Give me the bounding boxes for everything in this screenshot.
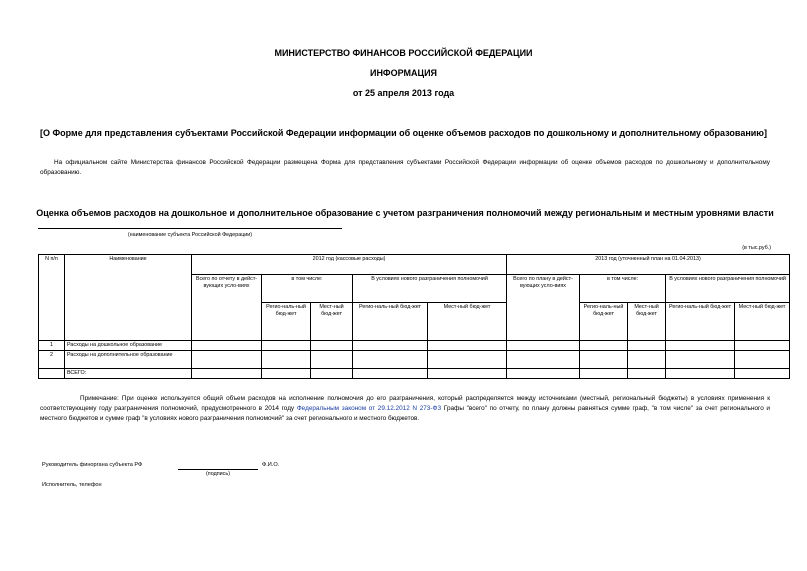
table-cell bbox=[262, 351, 311, 369]
table-cell bbox=[507, 341, 580, 351]
table-cell bbox=[735, 351, 790, 369]
table-cell bbox=[428, 341, 507, 351]
form-title: Оценка объемов расходов на дошкольное и дополнительное образование с учетом разграничения полномочий между региональным и местным уровнями власти bbox=[36, 208, 774, 218]
table-cell bbox=[580, 351, 628, 369]
header-name: Наименование bbox=[65, 255, 192, 341]
intro-paragraph: На официальном сайте Министерства финансов Российской Федерации размещена Форма для представления субъектами Российской Федерации информации об оценке объемов расходов по дошкольному и дополнительному образованию. bbox=[40, 159, 770, 176]
table-cell bbox=[192, 369, 262, 379]
row-num bbox=[39, 369, 65, 379]
document-type-heading: ИНФОРМАЦИЯ bbox=[369, 68, 438, 78]
table-cell bbox=[666, 369, 735, 379]
table-cell bbox=[735, 341, 790, 351]
header-local-budget: Мест-ный бюд-жет bbox=[428, 303, 507, 341]
table-row bbox=[39, 351, 790, 369]
table-cell bbox=[311, 341, 353, 351]
table-cell bbox=[580, 341, 628, 351]
table-cell bbox=[666, 341, 735, 351]
table-cell bbox=[311, 369, 353, 379]
header-regional-budget: Регио-наль-ный бюд-жет bbox=[353, 303, 428, 341]
signature-caption: (подпись) bbox=[206, 471, 230, 477]
header-local-budget: Мест-ный бюд-жет bbox=[735, 303, 790, 341]
table-row bbox=[39, 369, 790, 379]
row-name: Расходы на дошкольное образование bbox=[65, 341, 192, 351]
note-paragraph bbox=[40, 394, 770, 424]
table-cell bbox=[507, 351, 580, 369]
head-signature-label: Руководитель финоргана субъекта РФ bbox=[42, 462, 143, 468]
federal-law-link[interactable]: Федеральным законом от 29.12.2012 N 273-ФЗ bbox=[296, 405, 442, 412]
table-cell bbox=[628, 341, 666, 351]
document-title: [О Форме для представления субъектами Российской Федерации информации об оценке объемов расходов по дошкольному и дополнительному образованию] bbox=[40, 128, 767, 138]
document-date: от 25 апреля 2013 года bbox=[352, 88, 455, 98]
table-cell bbox=[580, 369, 628, 379]
header-regional-budget: Регио-наль-ный бюд-жет bbox=[580, 303, 628, 341]
header-including-2012: в том числе: bbox=[262, 275, 353, 303]
row-num: 2 bbox=[39, 351, 65, 369]
expenses-table bbox=[38, 254, 790, 379]
table-cell bbox=[428, 351, 507, 369]
header-period-2012: 2012 год (кассовые расходы) bbox=[192, 255, 507, 275]
fio-label: Ф.И.О. bbox=[262, 462, 280, 468]
subject-name-caption: (наименование субъекта Российской Федерации) bbox=[127, 232, 253, 238]
header-new-conditions-2012: В условиях нового разграничения полномочий bbox=[353, 275, 507, 303]
header-regional-budget: Регио-наль-ный бюд-жет bbox=[666, 303, 735, 341]
table-cell bbox=[428, 369, 507, 379]
row-name: Расходы на дополнительное образование bbox=[65, 351, 192, 369]
header-regional-budget: Регио-наль-ный бюд-жет bbox=[262, 303, 311, 341]
row-num: 1 bbox=[39, 341, 65, 351]
header-local-budget: Мест-ный бюд-жет bbox=[311, 303, 353, 341]
table-cell bbox=[353, 369, 428, 379]
table-cell bbox=[735, 369, 790, 379]
subject-name-line bbox=[38, 228, 342, 229]
executor-label: Исполнитель, телефон bbox=[42, 482, 102, 488]
signature-line bbox=[178, 469, 258, 470]
header-including-2013: в том числе: bbox=[580, 275, 666, 303]
header-total-2012: Всего по отчету в дейст-вующих усло-виях bbox=[192, 275, 262, 341]
note-text: Примечание: При оценке используется общий объем расходов на исполнение полномочия до его разграничения, который распределяется между источниками (местный, региональный бюджеты) в условиях применения к соответствующему году разграничения полномочий, предусмотренного в 2014 году bbox=[40, 395, 770, 412]
table-cell bbox=[628, 351, 666, 369]
header-num: N п/п bbox=[39, 255, 65, 341]
header-new-conditions-2013: В условиях нового разграничения полномочий bbox=[666, 275, 790, 303]
units-label: (в тыс.руб.) bbox=[742, 245, 771, 251]
table-cell bbox=[311, 351, 353, 369]
table-cell bbox=[666, 351, 735, 369]
table-cell bbox=[628, 369, 666, 379]
table-cell bbox=[192, 351, 262, 369]
row-name-total: ВСЕГО: bbox=[65, 369, 192, 379]
table-cell bbox=[262, 341, 311, 351]
header-period-2013: 2013 год (уточненный план на 01.04.2013) bbox=[507, 255, 790, 275]
table-cell bbox=[353, 351, 428, 369]
table-cell bbox=[353, 341, 428, 351]
ministry-heading: МИНИСТЕРСТВО ФИНАНСОВ РОССИЙСКОЙ ФЕДЕРАЦИИ bbox=[274, 48, 533, 58]
table-row bbox=[39, 341, 790, 351]
table-cell bbox=[262, 369, 311, 379]
note-text-end: Графы "всего" по отчету, по плану должны равняться сумме граф, "в том числе" за счет регионального и местного бюджетов и сумме граф "в условиях нового разграничения полномочий" за счет регионального и местного бюджетов. bbox=[40, 405, 771, 422]
header-total-2013: Всего по плану в дейст-вующих усло-виях bbox=[507, 275, 580, 341]
table-cell bbox=[192, 341, 262, 351]
header-local-budget: Мест-ный бюд-жет bbox=[628, 303, 666, 341]
table-cell bbox=[507, 369, 580, 379]
